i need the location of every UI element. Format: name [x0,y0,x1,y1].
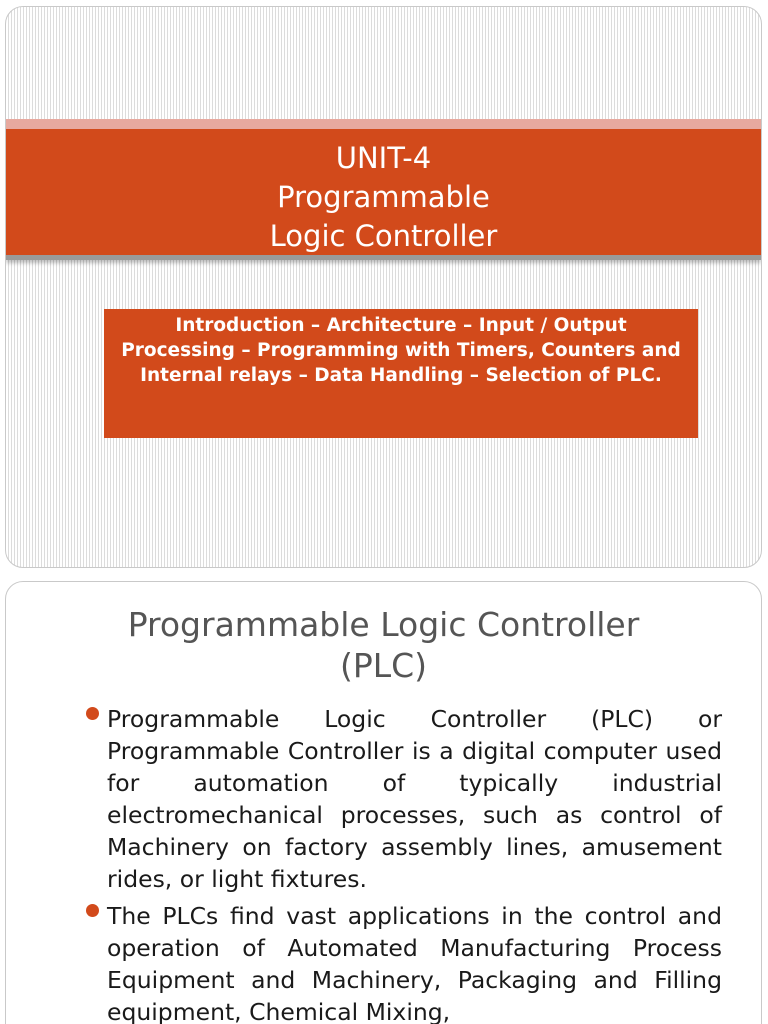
subtitle-box: Introduction – Architecture – Input / Output Processing – Programming with Timers, Counters and Internal relays – Data Handling – Selection of PLC. [104,309,698,438]
title-line-3: Logic Controller [269,219,498,253]
slide-2-title-line-1: Programmable Logic Controller [127,605,640,644]
title-band-accent [6,119,761,129]
slide-1 [5,6,762,568]
bullet-list [86,703,722,1024]
title-band [6,129,761,255]
title-line-2: Programmable [277,180,490,214]
slide-2 [5,581,762,1024]
bullet-text: Programmable Logic Controller (PLC) or Programmable Controller is a digital computer used for automation of typically industrial electromechanical processes, such as control of Machinery on factory assembly lines, amusement rides, or light fixtures. [107,705,722,893]
slide-1-title [6,139,761,256]
bullet-text: The PLCs find vast applications in the control and operation of Automated Manufacturing Process Equipment and Machinery, Packaging and Filling equipment, Chemical Mixing, [107,902,722,1024]
bullet-item [86,900,722,1024]
bullet-dot-icon [86,707,99,720]
bullet-dot-icon [86,904,99,917]
title-line-1: UNIT-4 [335,141,432,175]
bullet-item [86,703,722,895]
slide-2-title-line-2: (PLC) [339,646,428,685]
slide-2-title [6,604,761,686]
